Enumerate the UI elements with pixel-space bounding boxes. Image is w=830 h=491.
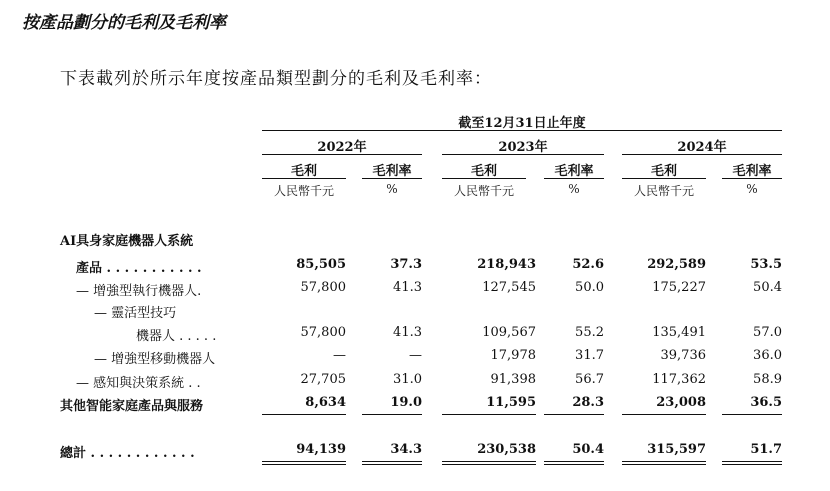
cell-gp-2022: 57,800 [300,280,346,295]
col-rule [722,178,782,179]
subtotal-rule [544,414,604,415]
cell-gp-2024: 315,597 [647,442,706,457]
cell-margin-2022: 34.3 [390,442,422,457]
year-rule [622,154,782,155]
cell-margin-2024: 57.0 [753,325,782,340]
col-rule [622,178,706,179]
cell-margin-2023: 56.7 [575,372,604,387]
unit-gp: 人民幣千元 [273,184,334,198]
cell-margin-2023: 55.2 [575,325,604,340]
period-rule [262,130,782,131]
col-gp-header: 毛利 [290,164,317,179]
year-rule [262,154,422,155]
cell-gp-2022: — [333,348,346,363]
cell-margin-2023: 31.7 [575,348,604,363]
year-2024-header: 2024年 [677,140,727,155]
cell-margin-2024: 36.0 [753,348,782,363]
year-2023-header: 2023年 [498,140,548,155]
unit-margin: % [746,182,758,196]
cell-gp-2024: 292,589 [647,257,706,272]
col-margin-header: 毛利率 [732,164,772,179]
cell-margin-2023: 50.0 [575,280,604,295]
unit-gp: 人民幣千元 [633,184,694,198]
subtotal-rule [362,414,422,415]
unit-margin: % [568,182,580,196]
cell-gp-2022: 57,800 [300,325,346,340]
row-label-total: 總計 . . . . . . . . . . . . [60,446,195,461]
unit-margin: % [386,182,398,196]
cell-margin-2023: 28.3 [572,395,604,410]
cell-gp-2023: 91,398 [490,372,536,387]
row-label: — 感知與決策系統 . . [76,376,201,391]
total-double-rule [362,461,422,465]
section-title: AI具身家庭機器人系統 [60,234,194,249]
col-gp-header: 毛利 [470,164,497,179]
cell-gp-2022: 8,634 [305,395,346,410]
cell-gp-2023: 17,978 [490,348,536,363]
col-rule [362,178,422,179]
subtotal-rule [262,414,346,415]
cell-margin-2024: 50.4 [753,280,782,295]
unit-gp: 人民幣千元 [453,184,514,198]
cell-margin-2024: 51.7 [750,442,782,457]
cell-margin-2024: 36.5 [750,395,782,410]
cell-gp-2024: 117,362 [652,372,706,387]
cell-margin-2023: 52.6 [572,257,604,272]
cell-gp-2024: 23,008 [656,395,706,410]
cell-gp-2022: 94,139 [296,442,346,457]
cell-gp-2024: 39,736 [660,348,706,363]
section-heading: 按產品劃分的毛利及毛利率 [22,13,226,33]
row-label: 機器人 . . . . . [136,329,217,344]
total-double-rule [622,461,706,465]
row-label: 產品 . . . . . . . . . . . [76,261,202,276]
cell-gp-2022: 27,705 [300,372,346,387]
col-rule [442,178,526,179]
cell-margin-2024: 58.9 [753,372,782,387]
col-rule [262,178,346,179]
row-label: 其他智能家庭產品與服務 [60,399,204,414]
cell-gp-2023: 218,943 [477,257,536,272]
cell-gp-2022: 85,505 [296,257,346,272]
cell-margin-2022: 41.3 [393,325,422,340]
cell-margin-2024: 53.5 [750,257,782,272]
total-double-rule [442,461,536,465]
cell-margin-2023: 50.4 [572,442,604,457]
intro-paragraph: 下表載列於所示年度按產品類型劃分的毛利及毛利率： [60,69,492,89]
cell-margin-2022: 31.0 [393,372,422,387]
total-double-rule [544,461,604,465]
subtotal-rule [722,414,782,415]
col-rule [544,178,604,179]
cell-gp-2023: 11,595 [486,395,536,410]
col-gp-header: 毛利 [650,164,677,179]
cell-margin-2022: 19.0 [390,395,422,410]
subtotal-rule [622,414,706,415]
cell-margin-2022: 41.3 [393,280,422,295]
year-rule [442,154,604,155]
row-label: — 靈活型技巧 [94,306,177,321]
year-2022-header: 2022年 [317,140,367,155]
period-header: 截至12月31日止年度 [458,116,586,131]
cell-gp-2024: 175,227 [652,280,706,295]
total-double-rule [262,461,346,465]
total-double-rule [722,461,782,465]
row-label: — 增強型移動機器人 [94,352,216,367]
cell-gp-2023: 109,567 [482,325,536,340]
cell-margin-2022: 37.3 [390,257,422,272]
cell-margin-2022: — [409,348,422,363]
cell-gp-2023: 230,538 [477,442,536,457]
col-margin-header: 毛利率 [372,164,412,179]
cell-gp-2024: 135,491 [652,325,706,340]
cell-gp-2023: 127,545 [482,280,536,295]
subtotal-rule [442,414,536,415]
col-margin-header: 毛利率 [554,164,594,179]
row-label: — 增強型執行機器人. [76,284,202,299]
